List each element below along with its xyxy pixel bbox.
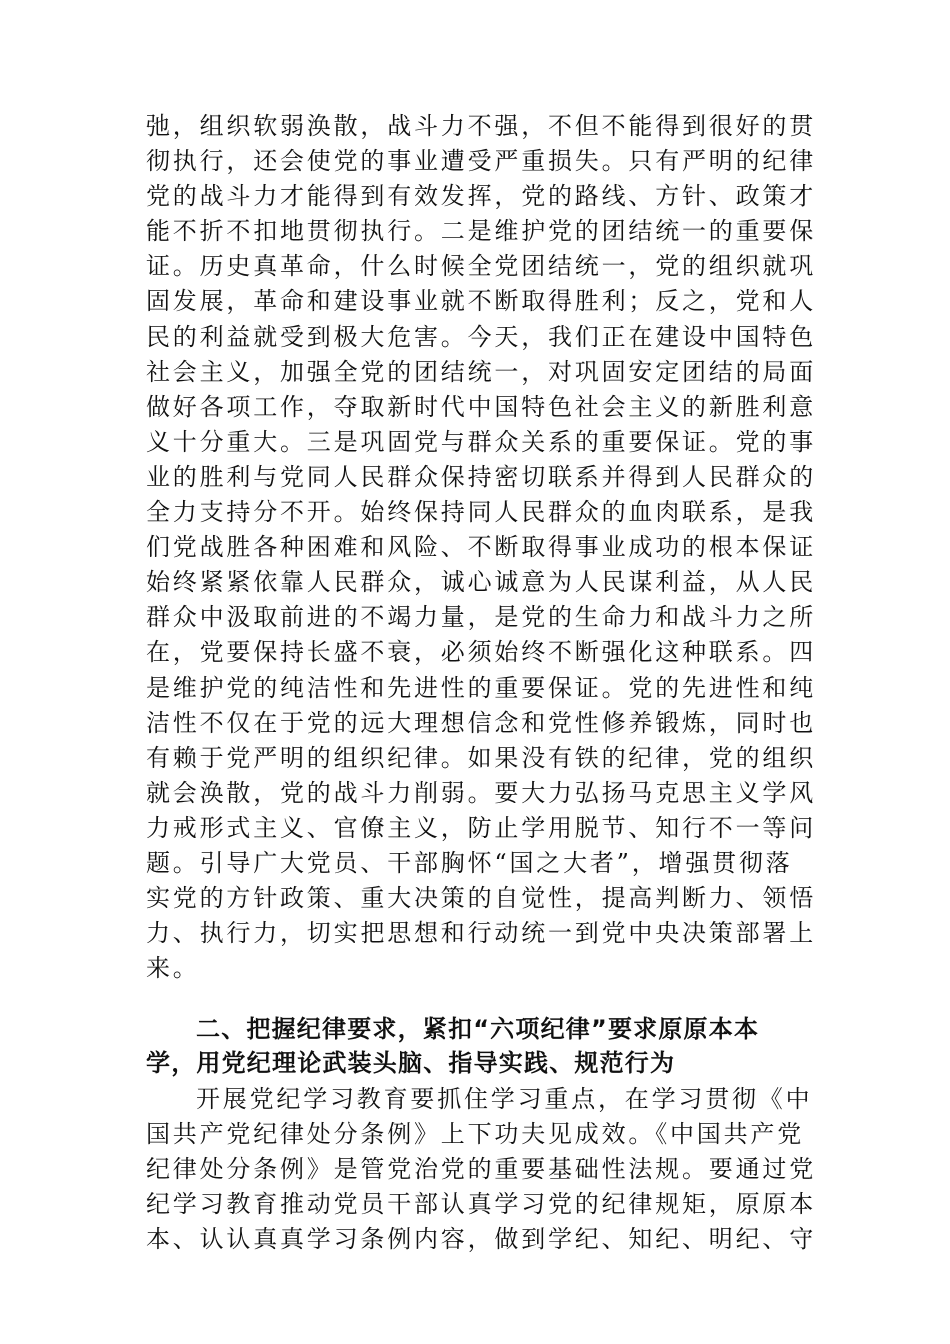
- text-line: 题。引导广大党员、干部胸怀“国之大者”，增强贯彻落: [146, 848, 793, 877]
- text-line: 们党战胜各种困难和风险、不断取得事业成功的根本保证: [146, 533, 816, 562]
- text-line: 来。: [146, 954, 200, 983]
- text-line: 开展党纪学习教育要抓住学习重点，在学习贯彻《中: [196, 1085, 813, 1113]
- text-line: 有赖于党严明的组织纪律。如果没有铁的纪律，党的组织: [146, 743, 816, 772]
- text-line: 国共产党纪律处分条例》上下功夫见成效。《中国共产党: [146, 1120, 804, 1149]
- text-line: 力、执行力，切实把思想和行动统一到党中央决策部署上: [146, 919, 816, 948]
- text-line: 证。历史真革命，什么时候全党团结统一，党的组织就巩: [146, 252, 816, 281]
- text-line: 彻执行，还会使党的事业遭受严重损失。只有严明的纪律: [146, 147, 816, 176]
- text-line: 在，党要保持长盛不衰，必须始终不断强化这种联系。四: [146, 638, 816, 667]
- heading-line: 学，用党纪理论武装头脑、指导实践、规范行为: [146, 1049, 676, 1077]
- text-line: 全力支持分不开。始终保持同人民群众的血肉联系，是我: [146, 498, 816, 527]
- text-line: 义十分重大。三是巩固党与群众关系的重要保证。党的事: [146, 427, 816, 456]
- text-line: 就会涣散，党的战斗力削弱。要大力弘扬马克思主义学风: [146, 778, 816, 807]
- heading-line: 二、把握纪律要求，紧扣“六项纪律”要求原原本本: [196, 1015, 760, 1043]
- text-line: 洁性不仅在于党的远大理想信念和党性修养锻炼，同时也: [146, 708, 816, 737]
- text-line: 始终紧紧依靠人民群众，诚心诚意为人民谋利益，从人民: [146, 568, 816, 597]
- text-line: 本、认认真真学习条例内容，做到学纪、知纪、明纪、守: [146, 1225, 816, 1254]
- text-line: 弛，组织软弱涣散，战斗力不强，不但不能得到很好的贯: [146, 112, 816, 140]
- text-line: 做好各项工作，夺取新时代中国特色社会主义的新胜利意: [146, 392, 816, 421]
- text-line: 能不折不扣地贯彻执行。二是维护党的团结统一的重要保: [146, 217, 816, 246]
- text-line: 力戒形式主义、官僚主义，防止学用脱节、知行不一等问: [146, 813, 816, 842]
- text-line: 业的胜利与党同人民群众保持密切联系并得到人民群众的: [146, 462, 816, 491]
- text-line: 群众中汲取前进的不竭力量，是党的生命力和战斗力之所: [146, 603, 816, 632]
- text-line: 民的利益就受到极大危害。今天，我们正在建设中国特色: [146, 322, 816, 351]
- section-heading: [146, 1012, 808, 1080]
- text-line: 是维护党的纯洁性和先进性的重要保证。党的先进性和纯: [146, 673, 816, 702]
- text-line: 固发展，革命和建设事业就不断取得胜利；反之，党和人: [146, 287, 816, 316]
- text-line: 社会主义，加强全党的团结统一，对巩固安定团结的局面: [146, 357, 816, 386]
- text-line: 纪律处分条例》是管党治党的重要基础性法规。要通过党: [146, 1155, 816, 1184]
- paragraph-new: [146, 1082, 816, 1257]
- paragraph-continued: [146, 109, 816, 986]
- text-line: 纪学习教育推动党员干部认真学习党的纪律规矩，原原本: [146, 1190, 816, 1219]
- text-line: 党的战斗力才能得到有效发挥，党的路线、方针、政策才: [146, 182, 816, 211]
- text-line: 实党的方针政策、重大决策的自觉性，提高判断力、领悟: [146, 884, 816, 913]
